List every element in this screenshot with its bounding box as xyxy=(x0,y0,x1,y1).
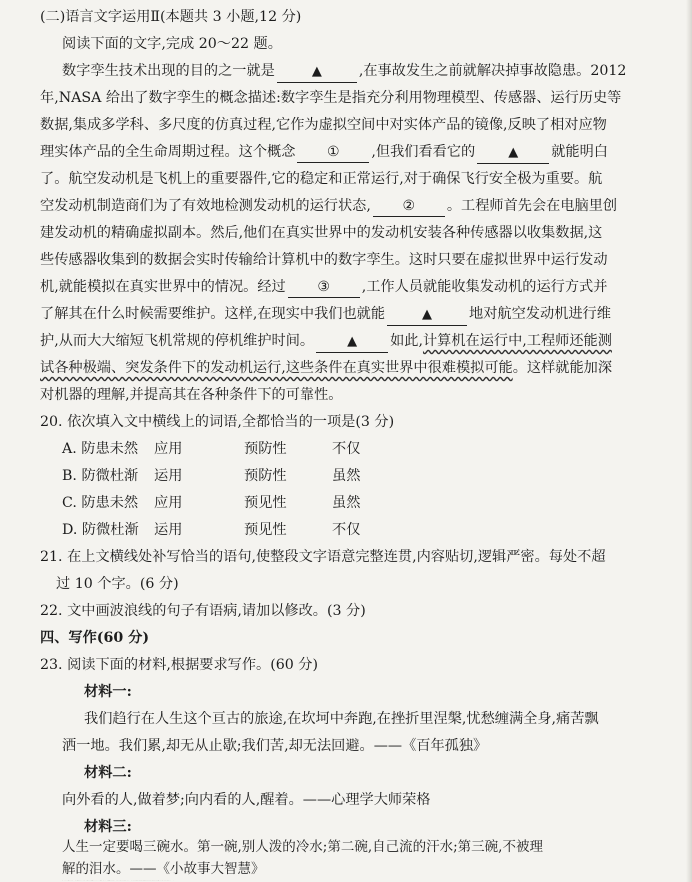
passage-text: 。这样就能加深 xyxy=(512,360,613,376)
question-23: 23. 阅读下面的材料,根据要求写作。(60 分) xyxy=(40,657,319,673)
blank-number: ③ xyxy=(317,279,331,295)
option-word: 应用 xyxy=(154,441,183,457)
passage-text: 如此, xyxy=(390,333,423,349)
triangle-icon: ▲ xyxy=(347,334,358,349)
option-b xyxy=(62,463,402,490)
option-word: 虽然 xyxy=(332,495,361,511)
blank-triangle xyxy=(316,331,388,353)
passage-text: ,工作人员就能收集发动机的运行方式并 xyxy=(361,279,608,295)
option-word: C. 防患未然 xyxy=(62,495,139,511)
option-word: D. 防微杜渐 xyxy=(62,522,139,538)
blank-triangle xyxy=(477,142,549,164)
wavy-underlined-sentence: 试各种极端、突发条件下的发动机运行,这些条件在真实世界中很难模拟可能 xyxy=(40,360,513,376)
reading-instruction: 阅读下面的文字,完成 20～22 题。 xyxy=(62,36,282,52)
passage-line xyxy=(40,301,611,328)
passage-text: 理实体产品的全生命周期过程。这个概念 xyxy=(40,144,296,160)
blank-triangle xyxy=(387,304,467,326)
option-word: 运用 xyxy=(154,522,183,538)
passage-text: 了解其在什么时候需要维护。这样,在现实中我们也就能 xyxy=(40,306,386,322)
blank-number: ① xyxy=(327,144,340,160)
passage-line: 些传感器收集到的数据会实时传输给计算机中的数字孪生。这时只要在虚拟世界中运行发动 xyxy=(40,252,608,268)
page-edge xyxy=(686,0,692,882)
writing-section-header: 四、写作(60 分) xyxy=(40,630,150,646)
option-word: B. 防微杜渐 xyxy=(62,468,139,484)
section-header: (二)语言文字运用Ⅱ(本题共 3 小题,12 分) xyxy=(40,9,302,25)
passage-line xyxy=(40,328,612,355)
prompt-text: 以上材料对你已开启的高三生活有着怎样的启示和思考?假如你要在复兴中学高三开 xyxy=(62,880,99,881)
material-3-text: 解的泪水。——《小故事大智慧》 xyxy=(62,861,265,877)
option-word: 预见性 xyxy=(244,522,287,538)
passage-line xyxy=(40,139,608,166)
option-word: 不仅 xyxy=(332,441,361,457)
option-word: A. 防患未然 xyxy=(62,441,139,457)
passage-line: 对机器的理解,并提高其在各种条件下的可靠性。 xyxy=(40,387,343,403)
triangle-icon: ▲ xyxy=(508,145,519,160)
material-1-text: 洒一地。我们累,却无从止歇;我们苦,却无法回避。——《百年孤独》 xyxy=(62,738,488,754)
blank-3 xyxy=(288,277,360,298)
option-word: 预防性 xyxy=(244,468,287,484)
passage-text: 机,就能模拟在真实世界中的情况。经过 xyxy=(40,279,286,295)
blank-1 xyxy=(297,142,369,163)
passage-line: 年,NASA 给出了数字孪生的概念描述:数字孪生是指充分利用物理模型、传感器、运行历史等 xyxy=(40,90,622,106)
option-a xyxy=(62,436,402,463)
question-21-cont: 过 10 个字。(6 分) xyxy=(56,576,179,592)
option-word: 预见性 xyxy=(244,495,287,511)
prompt-text: 息;不少于 800 字。 xyxy=(166,880,176,881)
material-3-text: 人生一定要喝三碗水。第一碗,别人泼的冷水;第二碗,自己流的汗水;第三碗,不被理 xyxy=(62,839,543,855)
material-1-text: 我们趋行在人生这个亘古的旅途,在坎坷中奔跑,在挫折里涅槃,忧愁缠满全身,痛苦飘 xyxy=(84,711,599,727)
option-word: 预防性 xyxy=(244,441,287,457)
passage-line xyxy=(40,355,612,382)
passage-text: 数字孪生技术出现的目的之一就是 xyxy=(62,63,275,79)
passage-text: ,在事故发生之前就解决掉事故隐患。2012 xyxy=(358,63,627,79)
option-word: 应用 xyxy=(154,495,183,511)
prompt-text: 学典礼上作为学生代表发言,请据此写一篇演讲稿,体现你的感悟与思考。 xyxy=(98,880,131,881)
passage-text: 就能明白 xyxy=(551,144,608,160)
wavy-underlined-sentence: 计算机在运行中,工程师还能测 xyxy=(422,333,612,349)
passage-text: 护,从而大大缩短飞机常规的停机维护时间。 xyxy=(40,333,315,349)
passage-line xyxy=(40,274,607,301)
passage-line: 数据,集成多学科、多尺度的仿真过程,它作为虚拟空间中对实体产品的镜像,反映了相对应物 xyxy=(40,117,607,133)
material-3-label: 材料三: xyxy=(84,819,132,835)
material-2-label: 材料二: xyxy=(84,765,132,781)
passage-text: 地对航空发动机进行维 xyxy=(469,306,611,322)
triangle-icon: ▲ xyxy=(311,64,322,79)
material-1-label: 材料一: xyxy=(84,684,132,700)
passage-line xyxy=(62,58,626,85)
question-22: 22. 文中画波浪线的句子有语病,请加以修改。(3 分) xyxy=(40,603,366,619)
passage-text: ,但我们看看它的 xyxy=(371,144,476,160)
option-word: 运用 xyxy=(154,468,183,484)
passage-line xyxy=(40,193,617,220)
material-2-text: 向外看的人,做着梦;向内看的人,醒着。——心理学大师荣格 xyxy=(62,792,431,808)
passage-line: 建发动机的精确虚拟副本。然后,他们在真实世界中的发动机安装各种传感器以收集数据,这 xyxy=(40,225,603,241)
option-word: 不仅 xyxy=(332,522,361,538)
passage-text: 空发动机制造商们为了有效地检测发动机的运行状态, xyxy=(40,198,371,214)
passage-text: 。工程师首先会在电脑里创 xyxy=(446,198,618,214)
passage-line: 了。航空发动机是飞机上的重要器件,它的稳定和正常运行,对于确保飞行安全极为重要。航 xyxy=(40,171,603,187)
option-word: 虽然 xyxy=(332,468,361,484)
blank-number: ② xyxy=(402,198,416,214)
question-20: 20. 依次填入文中横线上的词语,全都恰当的一项是(3 分) xyxy=(40,414,395,430)
triangle-icon: ▲ xyxy=(422,307,433,322)
option-d xyxy=(62,517,402,544)
blank-2 xyxy=(373,196,445,217)
option-c xyxy=(62,490,402,517)
question-21: 21. 在上文横线处补写恰当的语句,使整段文字语意完整连贯,内容贴切,逻辑严密。每处不超 xyxy=(40,549,606,565)
prompt-text: 要求:选准角度,确定立意,明确文体,自拟标题;不要套作,不得抄袭;不得泄露个人信 xyxy=(130,880,167,881)
blank-triangle xyxy=(277,61,357,83)
